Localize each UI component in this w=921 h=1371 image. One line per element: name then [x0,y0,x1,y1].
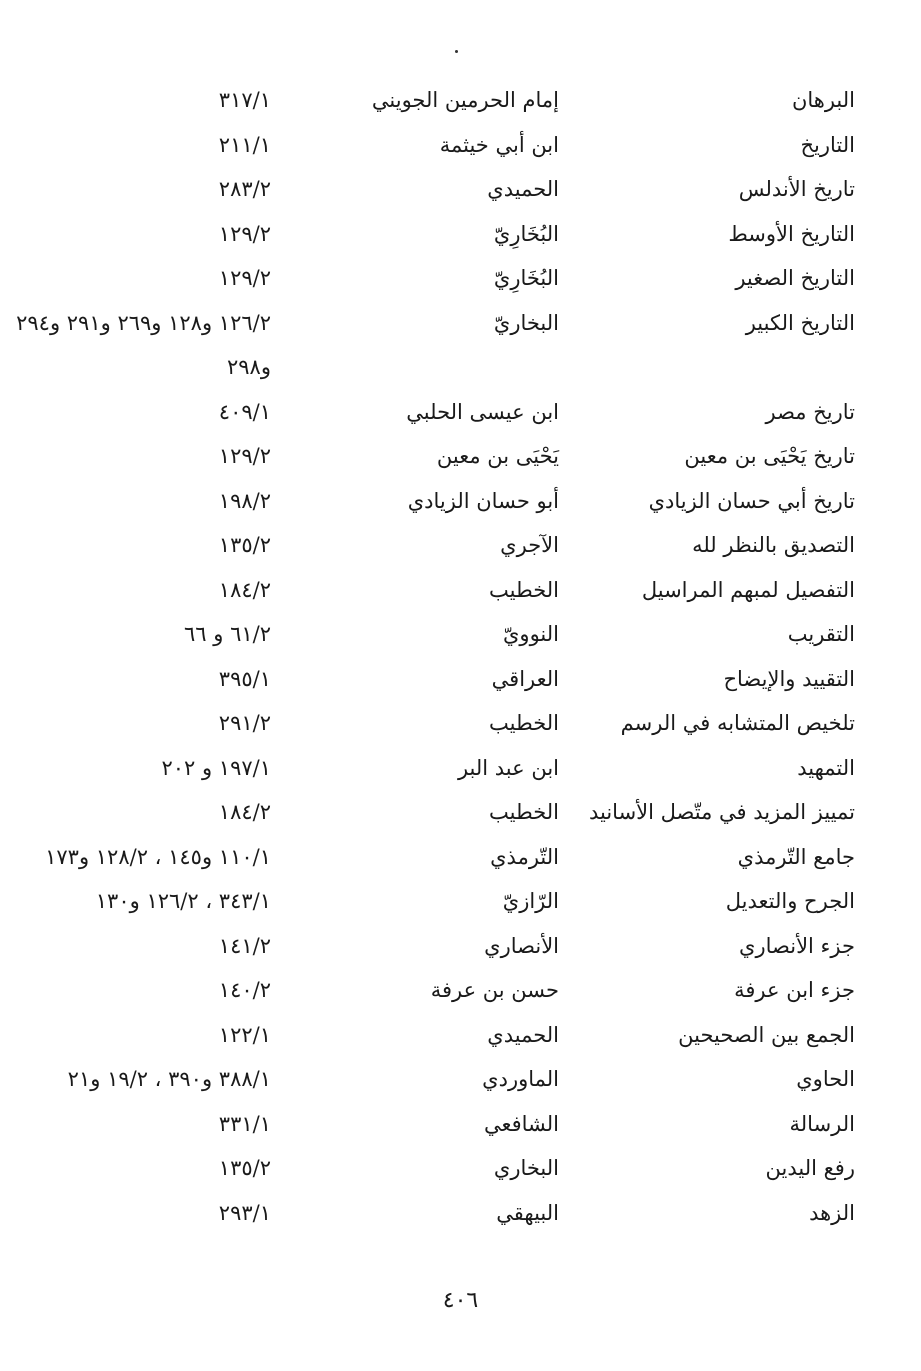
book-author: البيهقي [496,1200,559,1225]
index-row [0,1057,921,1102]
book-title: الرسالة [789,1111,855,1136]
book-author: الأنصاري [484,933,559,958]
book-author: الخطيب [489,800,559,824]
book-title: التقريب [787,622,855,646]
index-row [0,523,921,568]
page-reference: ٣٣١/١ [218,1111,271,1136]
book-author: البُخَارِيّ [493,221,559,246]
index-row [0,167,921,212]
book-title: التمهيد [797,755,855,780]
book-author: الماوردي [482,1067,559,1091]
page-reference: ٢٩١/٢ [218,711,271,735]
page-reference: ١٢٩/٢ [218,221,271,246]
book-title: التصديق بالنظر لله [692,533,855,557]
book-author: الخطيب [489,577,559,602]
page-reference: ٦١/٢ و ٦٦ [184,622,271,646]
index-row [0,78,921,123]
page-reference: ١٣٥/٢ [218,533,271,557]
book-author: البُخَارِيّ [493,266,559,290]
index-row [0,790,921,835]
book-author: العراقي [491,666,559,691]
page-number: ٤٠٦ [442,1288,479,1313]
index-row [0,612,921,657]
book-title: تلخيص المتشابه في الرسم [620,711,855,735]
index-row [0,879,921,924]
book-title: تاريخ أبي حسان الزيادي [648,488,855,513]
book-author: ابن عيسى الحلبي [406,399,559,424]
page-reference: ١٨٤/٢ [218,577,271,602]
index-row [0,479,921,524]
index-row [0,434,921,479]
book-author: الحميدي [487,1022,559,1047]
book-author: ابن عبد البر [457,755,559,780]
page-reference: ٣٨٨/١ و٣٩٠ ، ١٩/٢ و٢١ [67,1067,271,1091]
index-row [0,568,921,613]
page-reference: ١٢٢/١ [218,1022,271,1047]
page-reference: ٢٩٣/١ [218,1200,271,1225]
book-author: حسن بن عرفة [430,978,559,1002]
index-row [0,968,921,1013]
book-title: التاريخ [800,132,855,157]
index-row [0,123,921,168]
book-title: الحاوي [796,1067,855,1091]
book-title: التاريخ الأوسط [728,221,855,246]
book-author: إمام الحرمين الجويني [371,88,559,112]
book-author: التّرمذي [490,844,559,869]
page-reference: ١٣٥/٢ [218,1156,271,1180]
book-title: رفع اليدين [765,1156,855,1180]
page-reference: ٣٤٣/١ ، ١٢٦/٢ و١٣٠ [95,889,271,913]
book-author: الآجري [500,533,559,557]
page-reference: و٢٩٨ [227,355,271,379]
index-row [0,701,921,746]
book-author: أبو حسان الزيادي [407,488,559,513]
page-reference: ٢١١/١ [218,132,271,157]
book-author: الرّازيّ [502,889,559,913]
page-reference: ١٢٦/٢ و١٢٨ و٢٦٩ و٢٩١ و٢٩٤ [16,310,271,335]
book-author: يَحْيَى بن معين [436,444,559,468]
index-row [0,1013,921,1058]
index-row [0,301,921,346]
book-title: التاريخ الصغير [735,266,855,290]
book-title: تاريخ يَحْيَى بن معين [684,444,855,468]
page-reference: ١٢٩/٢ [218,444,271,468]
page-reference: ١١٠/١ و١٤٥ ، ١٢٨/٢ و١٧٣ [45,844,271,869]
book-author: البخاري [493,1156,559,1180]
book-title: الجرح والتعديل [725,889,855,913]
index-row [0,390,921,435]
page-reference: ٤٠٩/١ [218,399,271,424]
book-title: التقييد والإيضاح [723,666,855,691]
page-reference: ١٨٤/٢ [218,800,271,824]
index-row [0,657,921,702]
page-reference: ١٤١/٢ [218,933,271,958]
page-reference: ١٩٧/١ و ٢٠٢ [161,755,271,780]
book-title: الجمع بين الصحيحين [678,1022,855,1047]
book-title: جامع التّرمذي [737,844,855,869]
book-title: تاريخ الأندلس [738,177,855,201]
page-reference: ٢٨٣/٢ [218,177,271,201]
index-row [0,835,921,880]
book-title: الزهد [809,1200,855,1225]
book-author: الحميدي [487,177,559,201]
book-title: التفصيل لمبهم المراسيل [641,577,855,602]
index-row [0,1102,921,1147]
book-author: النوويّ [503,622,559,646]
book-author: البخاريّ [493,310,559,335]
index-row [0,212,921,257]
book-title: جزء ابن عرفة [734,978,855,1002]
page-reference: ١٩٨/٢ [218,488,271,513]
book-title: التاريخ الكبير [745,310,855,335]
index-row [0,1146,921,1191]
book-title: تاريخ مصر [765,399,855,424]
page-reference: ١٤٠/٢ [218,978,271,1002]
index-row [0,746,921,791]
book-author: الخطيب [489,711,559,735]
book-author: ابن أبي خيثمة [439,132,559,157]
book-author: الشافعي [483,1111,559,1136]
index-row [0,256,921,301]
book-title: جزء الأنصاري [739,933,855,958]
book-title: البرهان [791,88,855,112]
index-row [0,1191,921,1236]
index-table [0,78,921,1235]
index-row [0,924,921,969]
index-row [0,345,921,390]
page-reference: ٣٩٥/١ [218,666,271,691]
page-reference: ١٢٩/٢ [218,266,271,290]
top-dot [455,50,458,53]
page-reference: ٣١٧/١ [218,88,271,112]
book-title: تمييز المزيد في متّصل الأسانيد [588,800,855,824]
